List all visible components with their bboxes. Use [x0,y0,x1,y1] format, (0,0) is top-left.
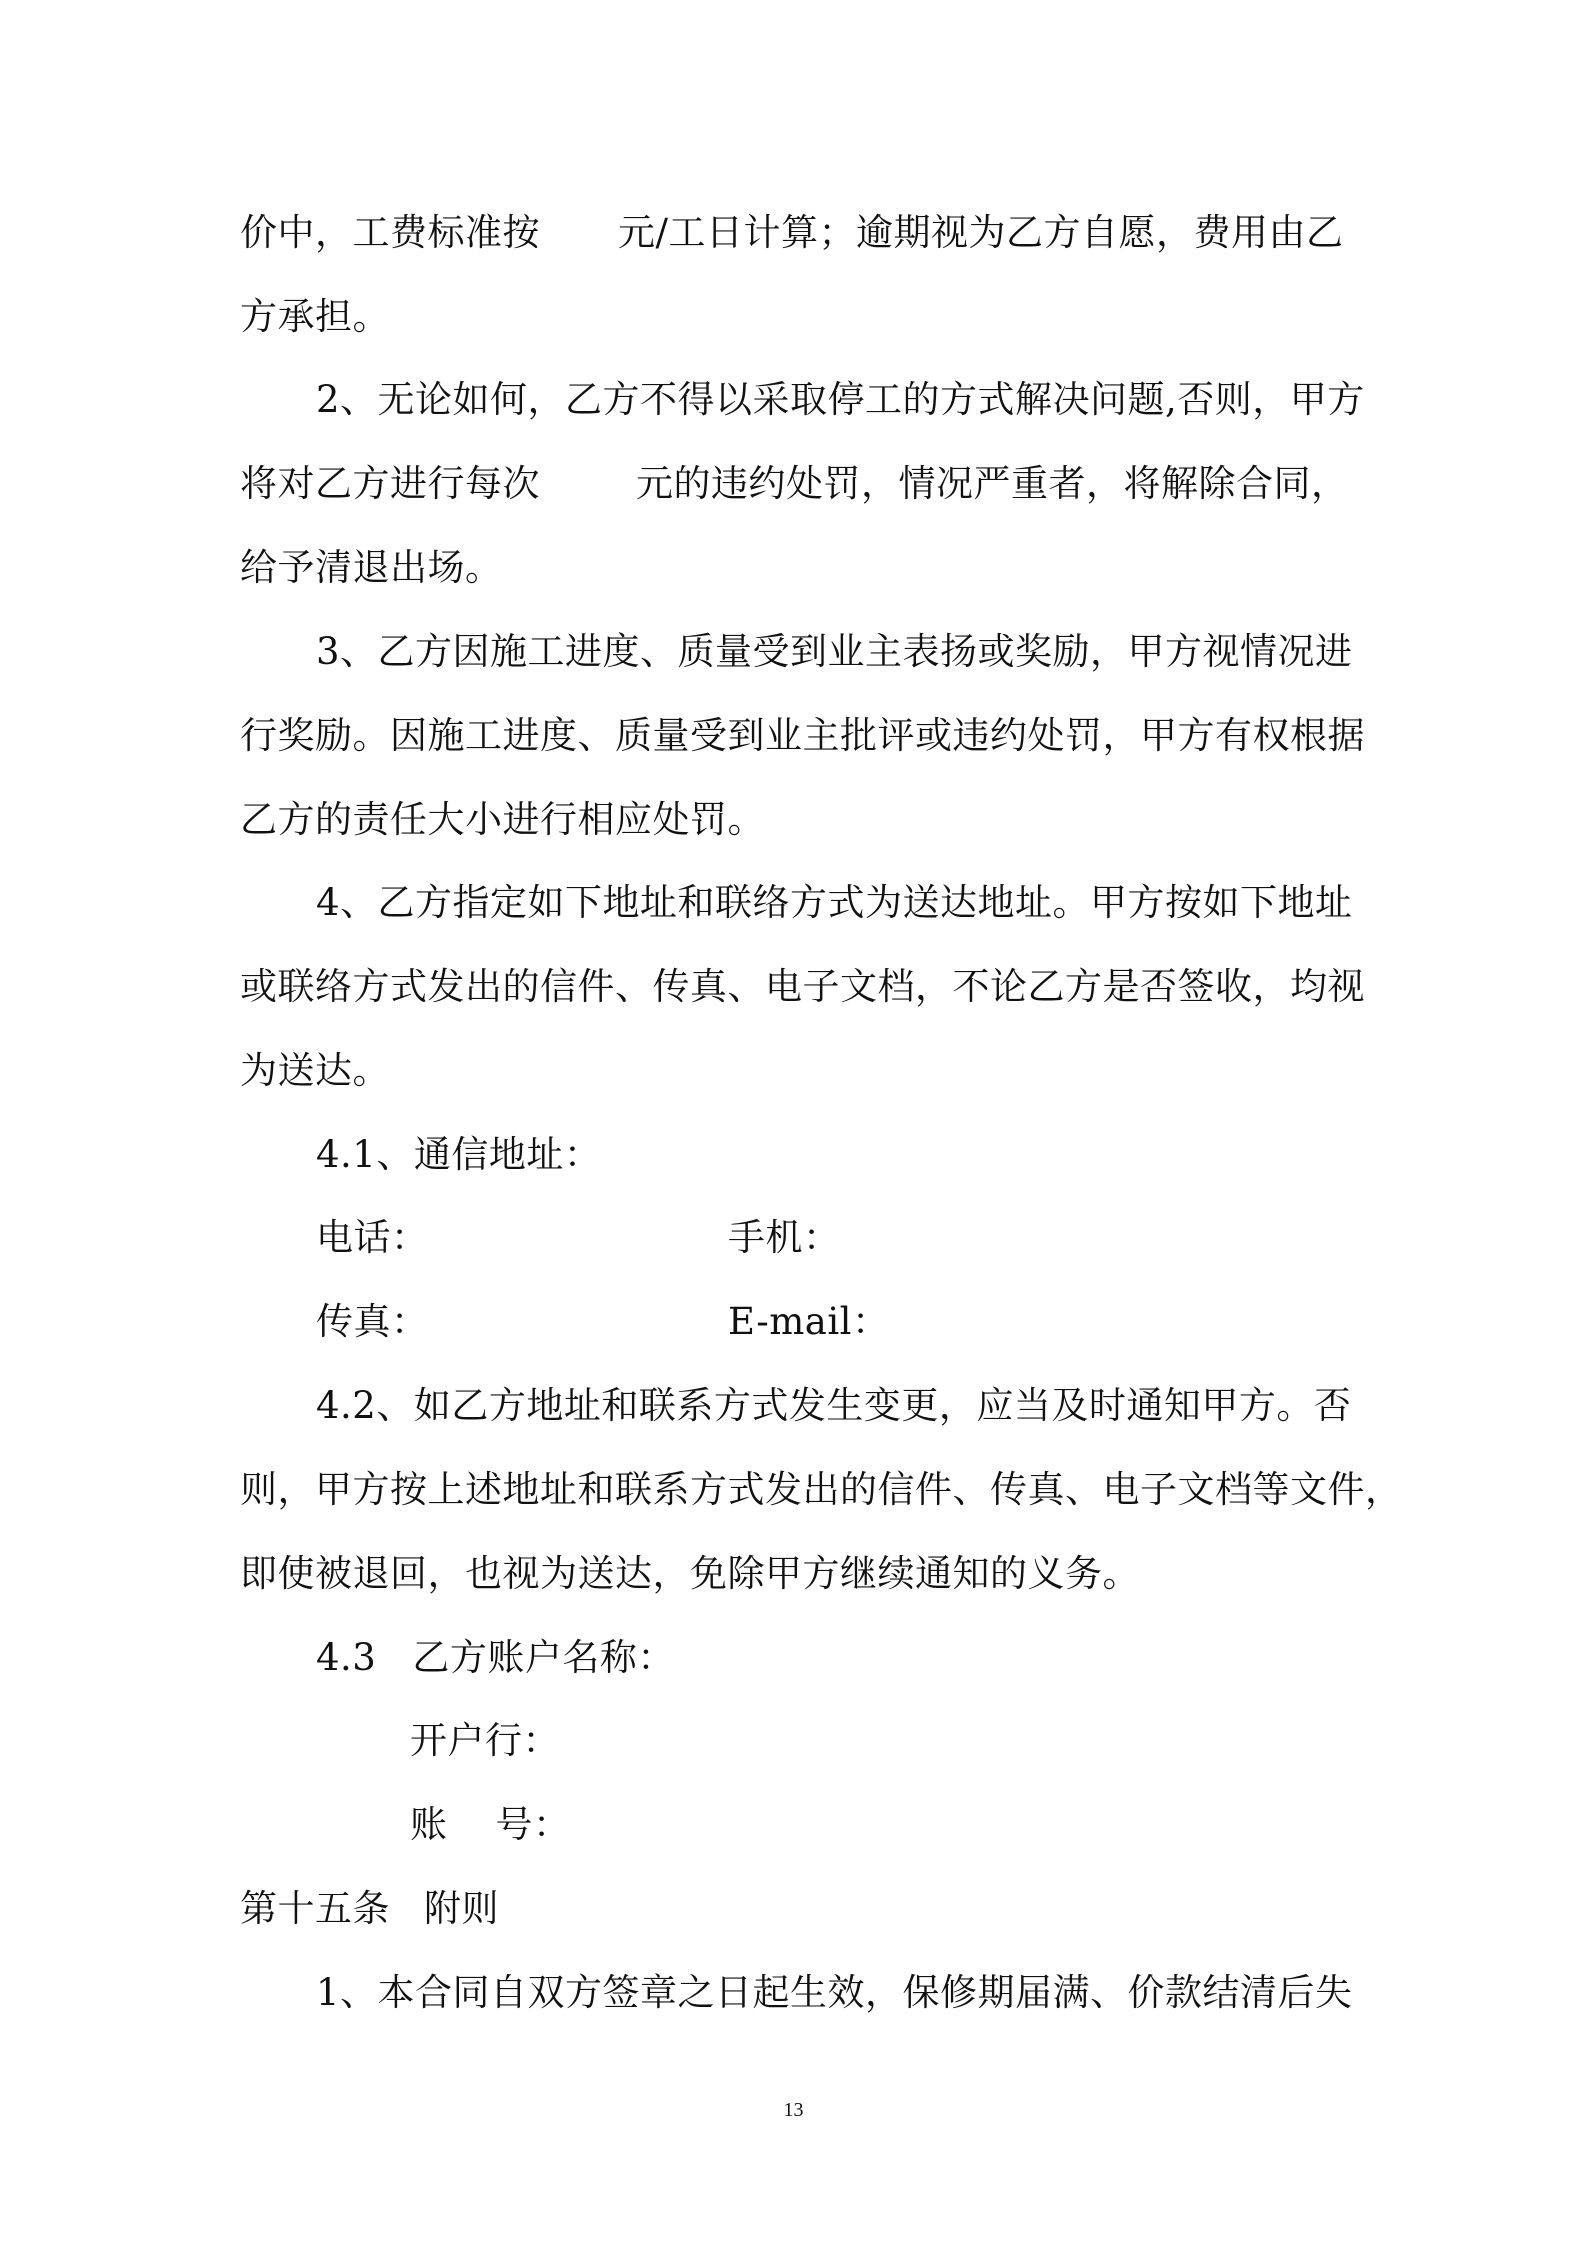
text-segment: 4.1、通信地址： [316,1133,602,1176]
text-segment: 给予清退出场。 [240,546,503,589]
text-line-05 [240,543,503,593]
text-segment: 乙方的责任大小进行相应处罚。 [240,798,765,841]
text-segment: 账 [410,1803,448,1846]
text-segment: 传真： [316,1300,429,1343]
text-line-14 [316,1297,429,1347]
text-line-11 [240,1046,390,1096]
text-line-16 [240,1465,1403,1515]
text-line-09 [316,878,1353,928]
text-line-15 [316,1381,1351,1431]
text-line-14b [728,1297,890,1347]
page-number: 13 [783,2099,804,2121]
text-segment: E-mail： [728,1300,890,1343]
text-segment: 即使被退回，也视为送达，免除甲方继续通知的义务。 [240,1552,1140,1595]
text-line-08 [240,795,765,845]
text-segment: 附则 [424,1887,499,1930]
text-segment: 行奖励。因施工进度、质量受到业主批评或违约处罚，甲方有权根据 [240,714,1365,757]
text-line-02 [240,292,390,342]
text-line-13b [728,1213,841,1263]
text-segment: 4.3 [316,1636,377,1679]
text-segment: 电话： [316,1216,429,1259]
text-segment: 则，甲方按上述地址和联系方式发出的信件、传真、电子文档等文件， [240,1468,1403,1511]
text-segment: 乙方账户名称： [412,1636,675,1679]
text-segment: 4.2、如乙方地址和联系方式发生变更，应当及时通知甲方。否 [316,1384,1352,1427]
text-segment: 方承担。 [240,295,390,338]
text-segment: 元的违约处罚，情况严重者，将解除合同， [636,462,1349,505]
text-line-12 [316,1130,601,1180]
text-line-20 [410,1800,571,1850]
text-segment: 将对乙方进行每次 [240,462,540,505]
text-segment: 手机： [728,1216,841,1259]
text-line-19 [410,1716,560,1766]
text-segment: 3、乙方因施工进度、质量受到业主表扬或奖励，甲方视情况进 [316,630,1353,673]
text-line-06 [316,627,1353,677]
text-segment: 为送达。 [240,1049,390,1092]
text-line-13 [316,1213,429,1263]
text-line-03 [316,375,1365,425]
text-segment: 价中，工费标准按 [240,211,540,254]
text-line-17 [240,1549,1140,1599]
text-line-18 [316,1633,675,1683]
text-segment: 4、乙方指定如下地址和联络方式为送达地址。甲方按如下地址 [316,881,1353,924]
text-segment: 或联络方式发出的信件、传真、电子文档，不论乙方是否签收，均视 [240,965,1365,1008]
text-segment: 2、无论如何，乙方不得以采取停工的方式解决问题,否则，甲方 [316,378,1365,421]
text-line-22 [316,1968,1353,2018]
text-line-10 [240,962,1365,1012]
text-line-04 [240,459,1349,509]
text-line-07 [240,711,1365,761]
text-segment: 元/工日计算；逾期视为乙方自愿，费用由乙 [618,211,1344,254]
text-segment: 号： [495,1803,571,1846]
text-segment: 第十五条 [240,1887,390,1930]
text-line-01 [240,208,1343,258]
text-segment: 开户行： [410,1719,560,1762]
text-segment: 1、本合同自双方签章之日起生效，保修期届满、价款结清后失 [316,1971,1353,2014]
section-heading [240,1884,499,1934]
